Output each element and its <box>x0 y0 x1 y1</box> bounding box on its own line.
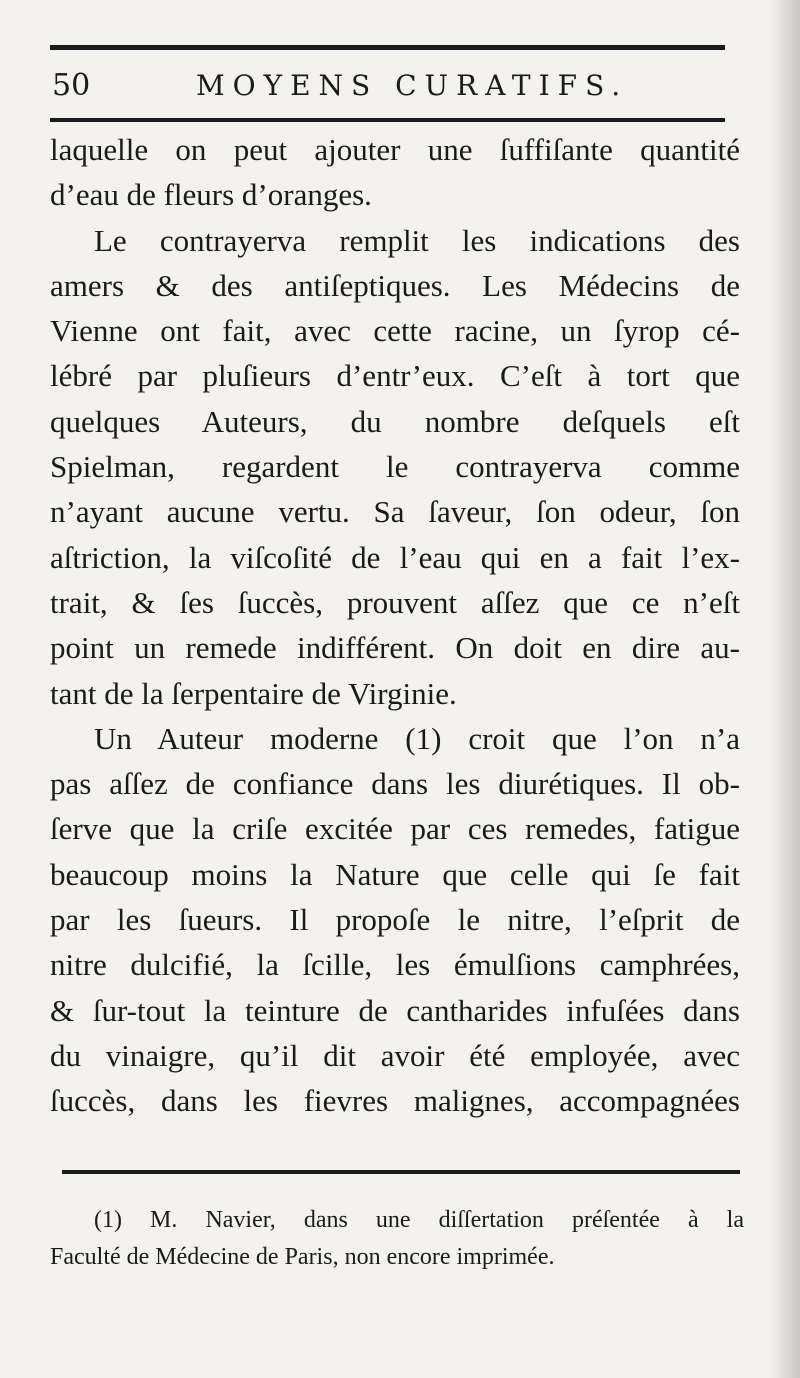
text-line: Spielman, regardent le contrayerva comme <box>50 449 740 485</box>
body-text <box>50 127 740 1124</box>
footnote-line: Faculté de Médecine de Paris, non encore imprimée. <box>50 1244 555 1270</box>
header-rule <box>50 118 725 122</box>
text-line: Un Auteur moderne (1) croit que l’on n’a <box>94 720 740 756</box>
footnote <box>50 1202 744 1276</box>
text-line: par les ſueurs. Il propoſe le nitre, l’eſprit de <box>50 902 740 938</box>
text-line: n’ayant aucune vertu. Sa ſaveur, ſon odeur, ſon <box>50 494 740 530</box>
text-line: trait, & ſes ſuccès, prouvent aſſez que ce n’eſt <box>50 584 740 620</box>
text-line: laquelle on peut ajouter une ſuffiſante quantité <box>50 132 740 167</box>
text-line: beaucoup moins la Nature que celle qui ſe fait <box>50 856 740 892</box>
text-line: ſerve que la criſe excitée par ces remedes, fatigue <box>50 811 740 847</box>
text-line: du vinaigre, qu’il dit avoir été employée, avec <box>50 1037 740 1073</box>
text-line: quelques Auteurs, du nombre deſquels eſt <box>50 403 740 439</box>
text-line: nitre dulcifié, la ſcille, les émulſions camphrées, <box>50 947 740 983</box>
text-line: Vienne ont fait, avec cette racine, un ſyrop cé- <box>50 313 740 349</box>
running-head: MOYENS CURATIFS. <box>196 69 629 102</box>
text-line: aſtriction, la viſcoſité de l’eau qui en a fait l’ex- <box>50 539 740 575</box>
text-line: Le contrayerva remplit les indications des <box>94 222 740 258</box>
top-rule <box>50 45 725 50</box>
page-edge-shadow <box>770 0 800 1378</box>
text-line: d’eau de fleurs d’oranges. <box>50 177 372 213</box>
text-line: ſuccès, dans les fievres malignes, accompagnées <box>50 1083 740 1119</box>
page-number: 50 <box>52 68 91 103</box>
text-line: point un remede indifférent. On doit en dire au- <box>50 630 740 666</box>
text-line: lébré par pluſieurs d’entr’eux. C’eſt à tort que <box>50 358 740 394</box>
text-line: pas aſſez de confiance dans les diurétiques. Il ob- <box>50 766 740 802</box>
text-line: tant de la ſerpentaire de Virginie. <box>50 675 457 711</box>
text-line: amers & des antiſeptiques. Les Médecins de <box>50 267 740 303</box>
footnote-rule <box>62 1170 740 1174</box>
text-line: & ſur-tout la teinture de cantharides infuſées dans <box>50 992 740 1028</box>
footnote-line: (1) M. Navier, dans une diſſertation préſentée à la <box>94 1207 744 1233</box>
